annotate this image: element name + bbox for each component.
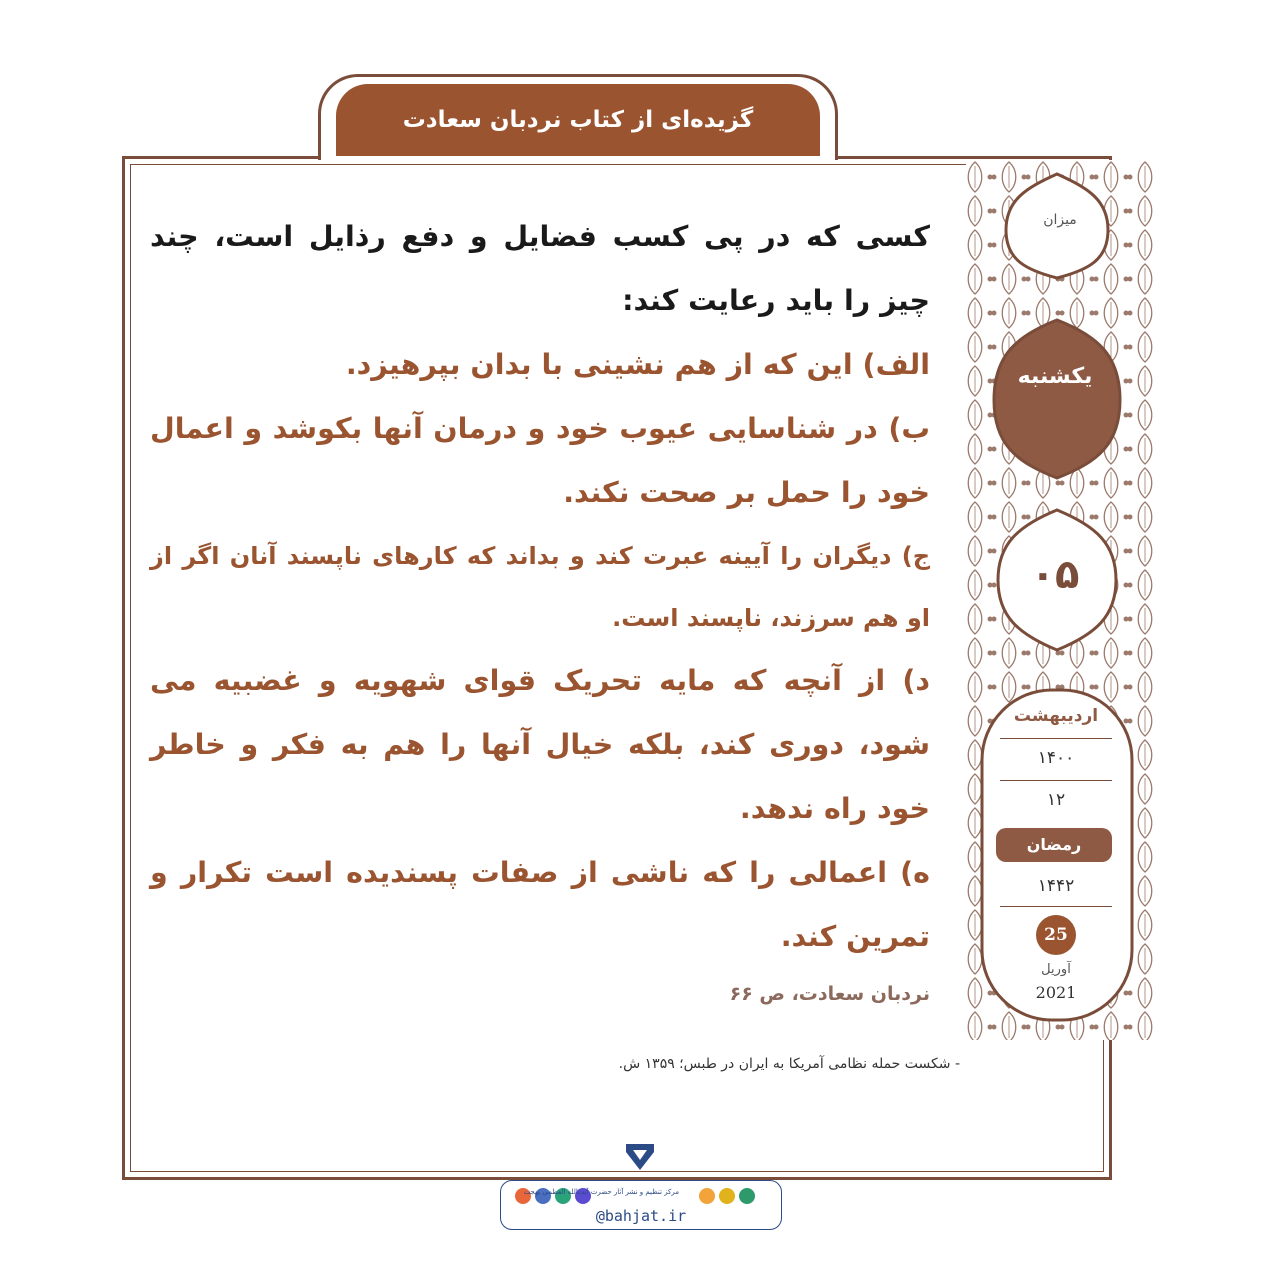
source-citation: نردبان سعادت، ص ۶۶ xyxy=(729,983,930,1005)
month-label: میزان xyxy=(1043,212,1077,228)
date-divider xyxy=(1000,738,1112,739)
gap-icon[interactable] xyxy=(739,1188,755,1204)
hijri-day: ۱۲ xyxy=(1046,790,1066,810)
list-item: د) از آنچه که مایه تحریک قوای شهویه و غضبیه می شود، دوری کند، بلکه خیال آنها را هم به فکر و خاطر خود راه ندهد. xyxy=(150,664,930,825)
list-item: ب) در شناسایی عیوب خود و درمان آنها بکوشد و اعمال خود را حمل بر صحت نکند. xyxy=(150,412,930,509)
calendar-sidebar xyxy=(958,160,1156,1040)
social-bar xyxy=(500,1180,782,1230)
gregorian-month: آوریل xyxy=(1041,962,1071,977)
header-title: گزیده‌ای از کتاب نردبان سعادت xyxy=(402,107,754,133)
list-item: ج) دیگران را آیینه عبرت کند و بداند که کارهای ناپسند آنان اگر از او هم سرزند، ناپسند است. xyxy=(150,542,930,632)
hijri-month: رمضان xyxy=(996,828,1112,862)
header-banner xyxy=(336,84,820,156)
site-handle[interactable]: @bahjat.ir xyxy=(595,1207,687,1225)
igap-icon[interactable] xyxy=(719,1188,735,1204)
solar-month: اردیبهشت xyxy=(1013,706,1099,726)
list-item: ه) اعمالی را که ناشی از صفات پسندیده است تکرار و تمرین کند. xyxy=(150,856,930,953)
bahjat-logo-icon xyxy=(622,1140,658,1174)
lead-paragraph: کسی که در پی کسب فضایل و دفع رذایل است، چند چیز را باید رعایت کند: xyxy=(150,220,930,317)
solar-year: ۱۴۰۰ xyxy=(1037,748,1075,768)
hijri-year: ۱۴۴۲ xyxy=(1037,876,1075,896)
floral-ornament xyxy=(958,160,1156,1040)
gregorian-year: 2021 xyxy=(1035,983,1077,1002)
list-item: الف) این که از هم نشینی با بدان بپرهیزد. xyxy=(345,348,930,381)
main-content xyxy=(150,205,930,1005)
gregorian-day: 25 xyxy=(1036,915,1076,955)
org-name: مرکز تنظیم و نشر آثار حضرت آیت‌الله العظمی بهجت xyxy=(523,1188,679,1196)
day-number: ۰۵ xyxy=(1030,552,1080,598)
footnote: - شکست حمله نظامی آمریکا به ایران در طبس؛ ۱۳۵۹ ش. xyxy=(618,1056,960,1072)
date-divider xyxy=(1000,780,1112,781)
date-divider xyxy=(1000,906,1112,907)
rubika-icon[interactable] xyxy=(699,1188,715,1204)
weekday-label: یکشنبه xyxy=(1017,364,1093,389)
